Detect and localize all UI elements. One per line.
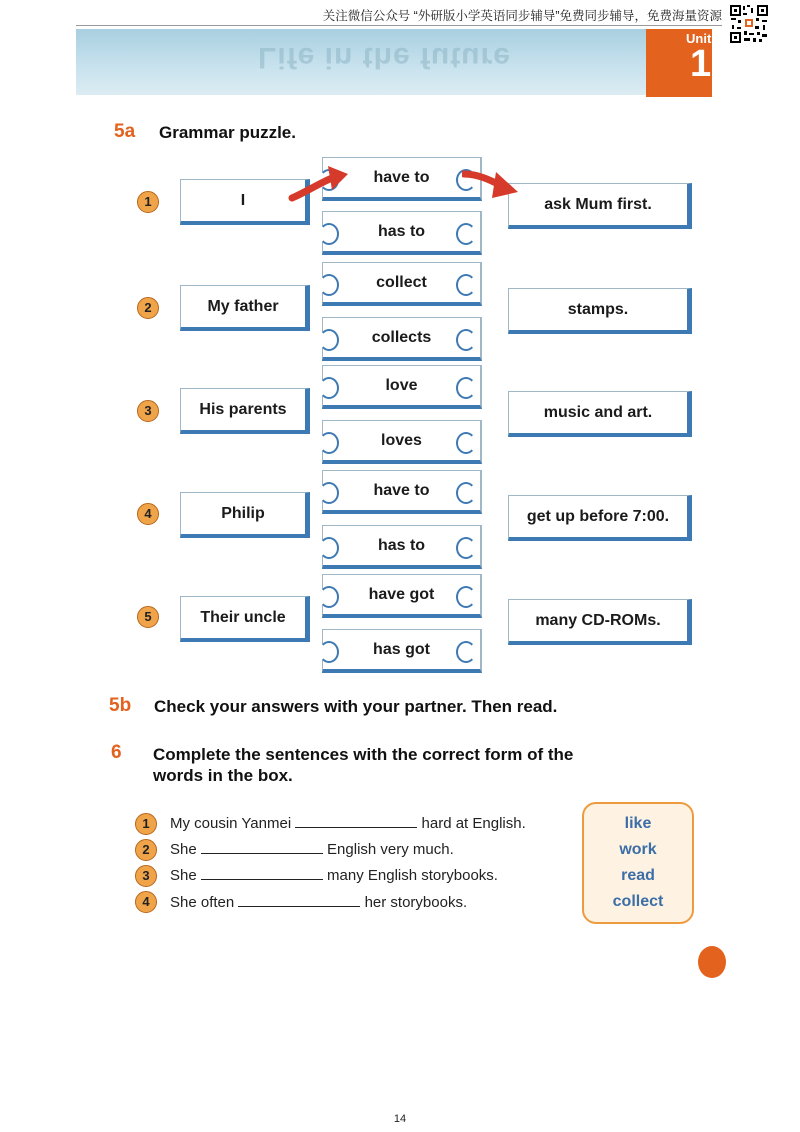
row-3-subject-text: His parents	[199, 400, 287, 418]
puzzle-knob-icon	[319, 223, 339, 245]
sentence-1-badge: 1	[135, 813, 157, 835]
section-5b-label: 5b	[109, 695, 132, 716]
row-3-subject[interactable]	[180, 388, 310, 434]
word-box-item: read	[621, 867, 655, 884]
row-2-verb-b[interactable]	[322, 317, 482, 361]
puzzle-knob-icon	[456, 329, 476, 351]
puzzle-knob-icon	[319, 377, 339, 399]
sentence-4-before: She often	[170, 894, 235, 911]
sentence-2-badge: 2	[135, 839, 157, 861]
sentence-4-badge: 4	[135, 891, 157, 913]
row-3-badge: 3	[137, 400, 159, 422]
row-4-badge: 4	[137, 503, 159, 525]
puzzle-knob-icon	[319, 432, 339, 454]
row-4-verb-a-text: have to	[373, 481, 430, 499]
puzzle-knob-icon	[319, 537, 339, 559]
sentence-1-after: hard at English.	[421, 815, 526, 832]
row-3-verb-b[interactable]	[322, 420, 482, 464]
sentence-2-after: English very much.	[327, 841, 454, 858]
unit-tab-number: 1	[690, 43, 712, 85]
puzzle-knob-icon	[456, 223, 476, 245]
puzzle-knob-icon	[456, 537, 476, 559]
header-rule	[76, 25, 722, 26]
puzzle-knob-icon	[319, 482, 339, 504]
row-1-badge: 1	[137, 191, 159, 213]
section-5b-title: Check your answers with your partner. Then read.	[154, 697, 558, 716]
row-1-object[interactable]	[508, 183, 692, 229]
section-6-label: 6	[111, 742, 122, 763]
row-1-object-text: ask Mum first.	[544, 195, 652, 213]
unit-tab	[646, 29, 712, 97]
puzzle-knob-icon	[456, 377, 476, 399]
sentence-4	[170, 894, 467, 911]
row-4-object[interactable]	[508, 495, 692, 541]
sentence-3-blank[interactable]	[201, 867, 323, 880]
row-2-verb-a-text: collect	[376, 273, 427, 291]
row-3-verb-a-text: love	[385, 376, 418, 394]
row-1-verb-b-text: has to	[377, 222, 426, 240]
row-3-object-text: music and art.	[543, 403, 653, 421]
sentence-2-before: She	[170, 841, 197, 858]
sentence-3-badge: 3	[135, 865, 157, 887]
sentence-1	[170, 815, 526, 832]
section-5a-title: Grammar puzzle.	[159, 123, 296, 142]
banner-ghost-text: Life in the future	[258, 41, 511, 74]
word-box-item: collect	[612, 893, 664, 910]
puzzle-knob-icon	[319, 329, 339, 351]
puzzle-knob-icon	[456, 432, 476, 454]
row-5-verb-a[interactable]	[322, 574, 482, 618]
sentence-4-after: her storybooks.	[364, 894, 468, 911]
red-arrow-icon	[288, 162, 350, 204]
puzzle-knob-icon	[456, 641, 476, 663]
row-3-object[interactable]	[508, 391, 692, 437]
unit-tab-word: Unit	[686, 31, 712, 46]
row-5-object-text: many CD-ROMs.	[535, 611, 661, 629]
row-2-verb-a[interactable]	[322, 262, 482, 306]
row-2-verb-b-text: collects	[371, 328, 432, 346]
row-1-verb-b[interactable]	[322, 211, 482, 255]
sentence-3	[170, 867, 498, 884]
row-5-subject-text: Their uncle	[200, 608, 286, 626]
row-3-verb-a[interactable]	[322, 365, 482, 409]
row-2-subject[interactable]	[180, 285, 310, 331]
word-box-item: like	[624, 815, 652, 832]
puzzle-knob-icon	[456, 482, 476, 504]
row-3-verb-b-text: loves	[381, 431, 422, 449]
row-4-verb-a[interactable]	[322, 470, 482, 514]
section-6-title-line2: words in the box.	[153, 766, 293, 785]
sentence-2	[170, 841, 454, 858]
puzzle-knob-icon	[319, 641, 339, 663]
row-5-object[interactable]	[508, 599, 692, 645]
row-4-object-text: get up before 7:00.	[526, 507, 670, 525]
row-1-verb-a-text: have to	[373, 168, 430, 186]
row-2-object-text: stamps.	[567, 300, 629, 318]
word-box	[582, 802, 694, 924]
sentence-1-blank[interactable]	[295, 815, 417, 828]
sentence-2-blank[interactable]	[201, 841, 323, 854]
row-5-verb-a-text: have got	[368, 585, 435, 603]
word-box-item: work	[619, 841, 657, 858]
row-5-verb-b[interactable]	[322, 629, 482, 673]
puzzle-knob-icon	[319, 274, 339, 296]
qr-code-icon	[729, 4, 769, 44]
row-2-object[interactable]	[508, 288, 692, 334]
page-number: 14	[393, 1113, 407, 1125]
sentence-3-after: many English storybooks.	[327, 867, 498, 884]
row-4-subject[interactable]	[180, 492, 310, 538]
sentence-4-blank[interactable]	[238, 894, 360, 907]
puzzle-knob-icon	[456, 274, 476, 296]
section-6-title-line1: Complete the sentences with the correct form of the	[153, 745, 574, 764]
row-1-subject-text: I	[240, 191, 246, 209]
section-5a-label: 5a	[114, 121, 136, 142]
page-corner-tab	[698, 946, 726, 978]
row-4-verb-b-text: has to	[377, 536, 426, 554]
header-note: 关注微信公众号 “外研版小学英语同步辅导”免费同步辅导，免费海量资源	[322, 9, 722, 23]
puzzle-knob-icon	[319, 586, 339, 608]
sentence-1-before: My cousin Yanmei	[170, 815, 292, 832]
row-5-verb-b-text: has got	[373, 640, 430, 658]
row-2-badge: 2	[137, 297, 159, 319]
row-4-subject-text: Philip	[221, 504, 265, 522]
sentence-3-before: She	[170, 867, 197, 884]
puzzle-knob-icon	[456, 586, 476, 608]
red-arrow-icon	[462, 166, 520, 204]
row-5-badge: 5	[137, 606, 159, 628]
row-2-subject-text: My father	[207, 297, 279, 315]
row-5-subject[interactable]	[180, 596, 310, 642]
row-4-verb-b[interactable]	[322, 525, 482, 569]
